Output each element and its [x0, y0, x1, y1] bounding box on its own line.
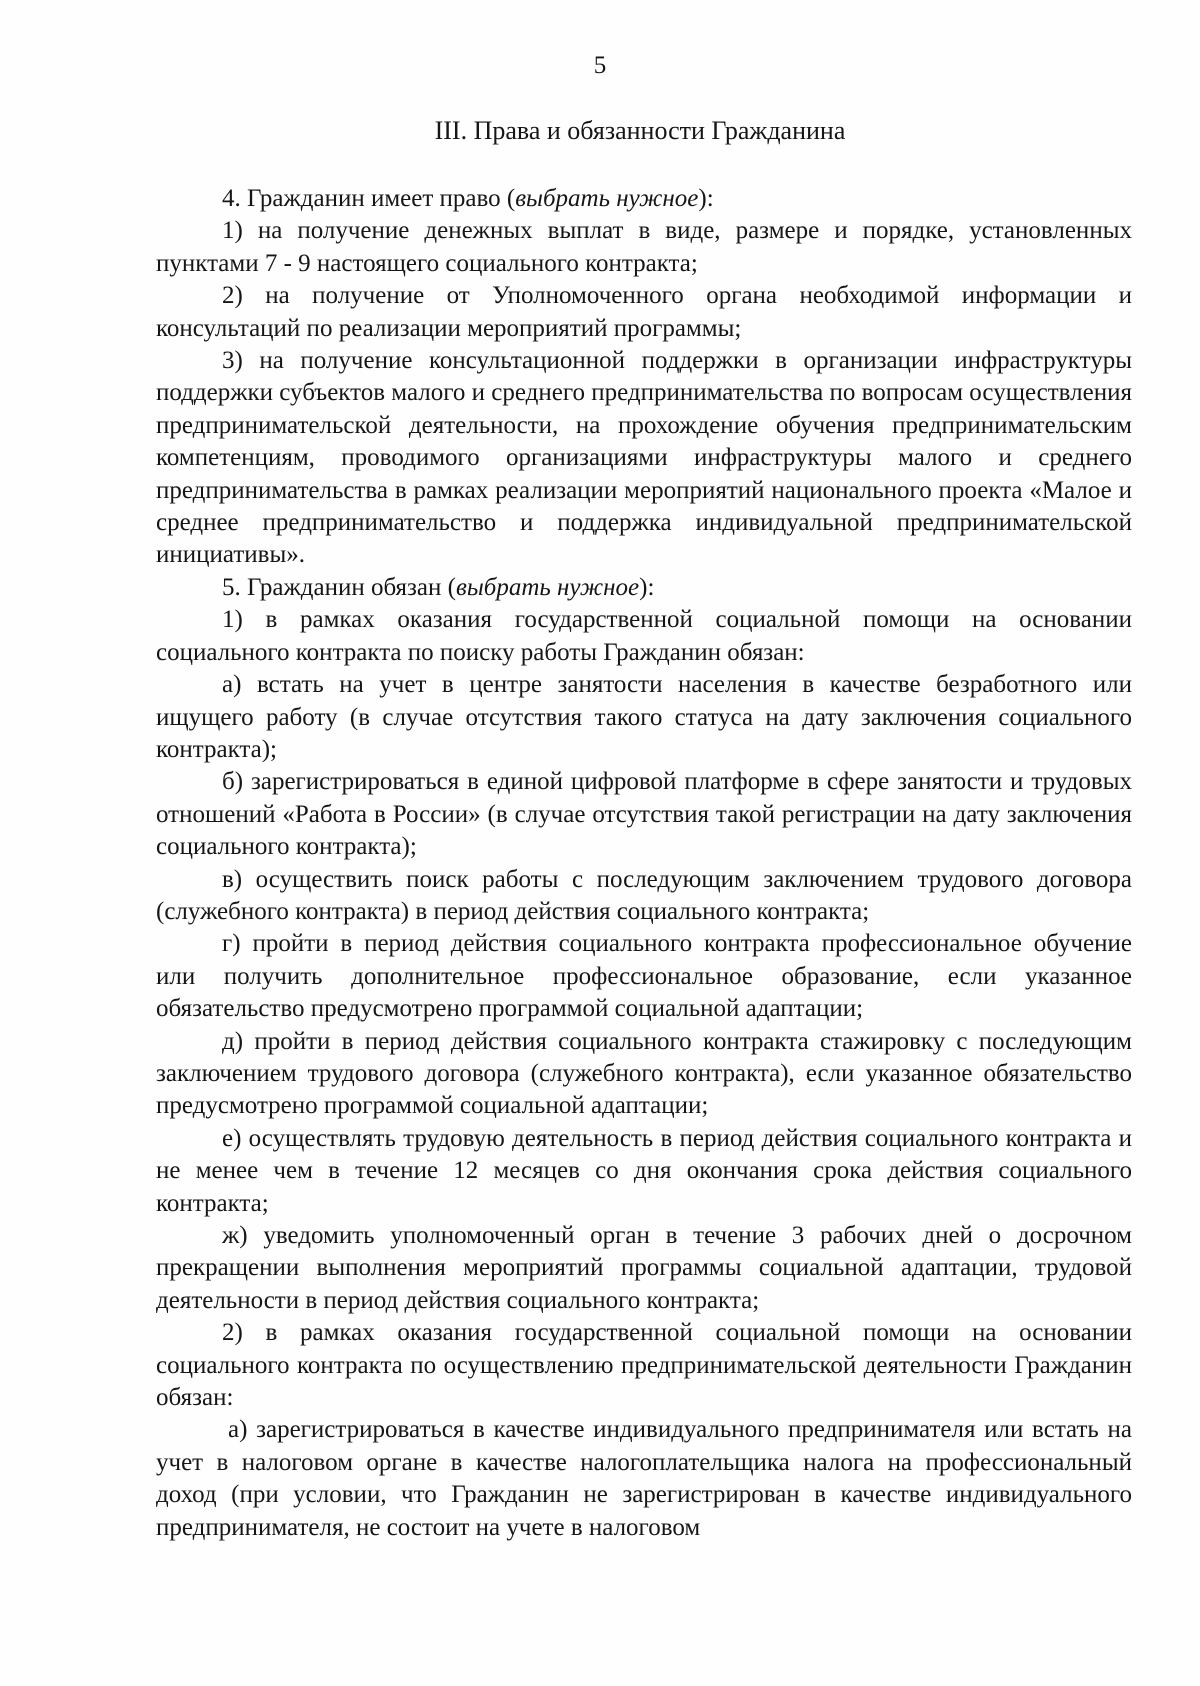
duty-item-2-subitem-a: а) зарегистрироваться в качестве индивидуального предпринимателя или встать на учет в налоговом органе в качестве налогоплательщика налога на профессиональный доход (при условии, что Гражданин не зарегистрирован в качестве индивидуального предпринимателя, не состоит на учете в налоговом: [156, 1416, 1132, 1541]
duty-subitem-v: в) осуществить поиск работы с последующим заключением трудового договора (служебного контракта) в период действия социального контракта;: [156, 865, 1132, 925]
duty-item-2: 2) в рамках оказания государственной социальной помощи на основании социального контракта по осуществлению предпринимательской деятельности Гражданин обязан:: [156, 1319, 1132, 1412]
duty-subitem-e: е) осуществлять трудовую деятельность в период действия социального контракта и не менее чем в течение 12 месяцев со дня окончания срока действия социального контракта;: [156, 1124, 1132, 1217]
duty-subitem-zh: ж) уведомить уполномоченный орган в течение 3 рабочих дней о досрочном прекращении выполнения мероприятий программы социальной адаптации, трудовой деятельности в период действия социального контракта;: [156, 1222, 1132, 1314]
paragraph-5-duties-intro: 5. Гражданин обязан (выбрать нужное):: [222, 573, 655, 601]
page-number: 5: [593, 52, 607, 79]
emphasis-choose: выбрать нужное: [455, 573, 640, 601]
duty-item-1: 1) в рамках оказания государственной социальной помощи на основании социального контракта по поиску работы Гражданин обязан:: [156, 606, 1132, 666]
right-item-3: 3) на получение консультационной поддержки в организации инфраструктуры поддержки субъектов малого и среднего предпринимательства по вопросам осуществления предпринимательской деятельности, на прохождение обучения предпринимательским компетенциям, проводимого организациями инфраструктуры малого и среднего предпринимательства в рамках реализации мероприятий национального проекта «Малое и среднее предпринимательство и поддержка индивидуальной предпринимательской инициативы».: [156, 347, 1132, 569]
section-title: III. Права и обязанности Гражданина: [434, 116, 846, 145]
document-body: [156, 183, 1132, 1544]
duty-subitem-g: г) пройти в период действия социального контракта профессиональное обучение или получить дополнительное профессиональное образование, если указанное обязательство предусмотрено программой социальной адаптации;: [156, 930, 1132, 1023]
paragraph-4-rights-intro: 4. Гражданин имеет право (выбрать нужное):: [222, 185, 714, 212]
right-item-1: 1) на получение денежных выплат в виде, размере и порядке, установленных пунктами 7 - 9 настоящего социального контракта;: [156, 217, 1132, 277]
duty-subitem-b: б) зарегистрироваться в единой цифровой платформе в сфере занятости и трудовых отношений «Работа в России» (в случае отсутствия такой регистрации на дату заключения социального контракта);: [156, 768, 1132, 861]
emphasis-choose: выбрать нужное: [515, 185, 699, 212]
right-item-2: 2) на получение от Уполномоченного органа необходимой информации и консультаций по реализации мероприятий программы;: [156, 282, 1132, 342]
duty-subitem-d: д) пройти в период действия социального контракта стажировку с последующим заключением трудового договора (служебного контракта), если указанное обязательство предусмотрено программой социальной адаптации;: [156, 1027, 1132, 1120]
duty-subitem-a: а) встать на учет в центре занятости населения в качестве безработного или ищущего работу (в случае отсутствия такого статуса на дату заключения социального контракта);: [156, 671, 1132, 763]
